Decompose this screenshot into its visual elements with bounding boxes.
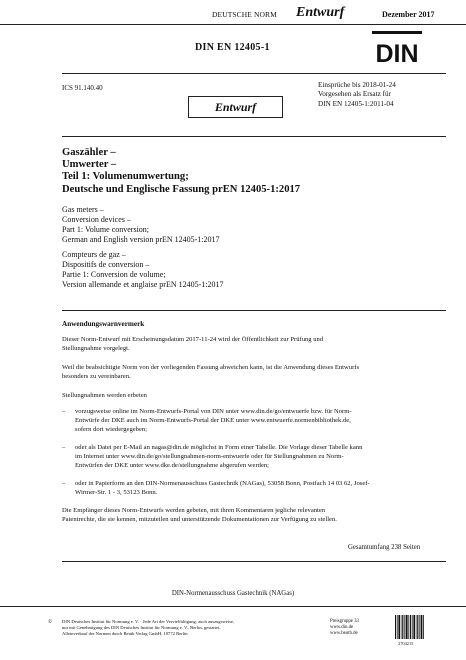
- title-fr-line: Compteurs de gaz –: [62, 250, 126, 259]
- committee-name: DIN-Normenausschuss Gastechnik (NAGas): [171, 590, 295, 597]
- footer-line: DIN Deutsches Institut für Normung e. V. · Jede Art der Vervielfältigung, auch auszugsweise,: [62, 619, 235, 624]
- title-fr-line: Partie 1: Conversion de volume;: [62, 270, 166, 279]
- list-item: [62, 444, 444, 471]
- footer-line: Alleinverkauf der Normen durch Beuth Verlag GmbH, 10772 Berlin: [62, 631, 188, 637]
- list-item: [62, 480, 444, 498]
- list-line: oder in Papierform an den DIN-Normenausschuss Gastechnik (NAGas), 53058 Bonn, Postfach 14 03 62, Josef-: [75, 480, 370, 487]
- notice-paragraph-3: Stellungnahmen werden erbeten: [62, 392, 147, 399]
- paragraph-line: Die Empfänger dieses Norm-Entwurfs werden gebeten, mit ihren Kommentaren jegliche relevanten: [62, 507, 326, 514]
- objection-info: [318, 81, 396, 109]
- objections-until: Einsprüche bis 2018-01-24: [318, 81, 396, 89]
- din-logo: [372, 31, 422, 66]
- total-pages: Gesamtumfang 238 Seiten: [348, 544, 421, 551]
- title-en-line: Part 1: Volume conversion;: [62, 225, 150, 234]
- standard-label: DEUTSCHE NORM: [212, 10, 277, 19]
- list-line: vorzugsweise online im Norm-Entwurfs-Portal von DIN unter www.din.de/go/entwuerfe bzw. für Norm-: [75, 408, 352, 415]
- draft-label: Entwurf: [296, 5, 345, 20]
- title-en-line: Conversion devices –: [62, 215, 131, 224]
- replacement-line-2: DIN EN 12405-1:2011-04: [318, 99, 394, 108]
- docno-rule: [62, 73, 446, 74]
- header-rule: [0, 24, 466, 25]
- list-item: [62, 408, 444, 435]
- list-line: sofern dort wiedergegeben;: [75, 425, 148, 433]
- title-rule: [62, 136, 446, 137]
- beuth-website: www.beuth.de: [330, 631, 358, 637]
- paragraph-line: Dieser Norm-Entwurf mit Erscheinungsdatum 2017-11-24 wird der Öffentlichkeit zur Prüfung und: [62, 336, 324, 343]
- paragraph-line: Stellungnahme vorgelegt.: [62, 344, 130, 352]
- list-dash: –: [62, 408, 66, 415]
- footer-legal: [62, 619, 234, 637]
- title-de-line: Gaszähler –: [62, 147, 116, 158]
- price-info: [330, 619, 359, 637]
- issue-date: Dezember 2017: [382, 10, 435, 19]
- list-line: Wirmer-Str. 1 - 3, 53123 Bonn.: [75, 488, 158, 496]
- list-line: oder als Datei per E-Mail an nagas@din.de möglichst in Form einer Tabelle. Die Vorlage dieser Tabelle kann: [75, 444, 363, 451]
- title-de-line: Teil 1: Volumenumwertung;: [62, 171, 189, 183]
- notice-rule: [62, 310, 446, 311]
- document-number: DIN EN 12405-1: [195, 42, 270, 53]
- title-en-line: Gas meters –: [62, 205, 104, 214]
- title-fr-line: Dispositifs de conversion –: [62, 260, 150, 269]
- list-line: im Internet unter www.din.de/go/stellungnahmen-norm-entwuerfe oder für Stellungnahmen zu Norm-: [75, 452, 344, 460]
- din-logo-text: DIN: [375, 40, 419, 66]
- list-dash: –: [62, 480, 66, 487]
- notice-paragraph-4: [62, 507, 442, 525]
- notice-paragraph-2: [62, 364, 442, 382]
- paragraph-line: Patentrechte, die sie kennen, mitzuteilen und unterstützende Dokumentationen zur Verfügung zu stellen.: [62, 515, 337, 523]
- notice-bottom-rule: [62, 561, 446, 562]
- title-en-line: German and English version prEN 12405-1:2017: [62, 235, 220, 244]
- footer-line: nur mit Genehmigung des DIN Deutsches Institut für Normung e. V., Berlin, gestattet.: [62, 625, 221, 631]
- committee-rule: [0, 606, 466, 607]
- list-line: Entwürfen der DKE unter www.dke.de/stellungnahme abgerufen werden;: [75, 461, 270, 469]
- barcode-icon: [395, 615, 425, 639]
- title-english: [62, 205, 220, 245]
- ics-code: ICS 91.140.40: [62, 84, 103, 92]
- title-fr-line: Version allemande et anglaise prEN 12405-1:2017: [62, 280, 224, 289]
- din-website: www.din.de: [330, 625, 354, 631]
- replacement-line-1: Vorgesehen als Ersatz für: [318, 90, 391, 99]
- title-german: [62, 147, 300, 196]
- title-de-line: Umwerter –: [62, 159, 117, 171]
- barcode-number: 2704215: [398, 641, 414, 646]
- list-dash: –: [62, 444, 66, 451]
- draft-box: Entwurf: [188, 96, 283, 118]
- copyright-icon: ©: [48, 619, 53, 625]
- title-french: [62, 250, 224, 290]
- notice-heading: Anwendungswarnvermerk: [62, 320, 145, 328]
- list-line: Entwürfe der DKE auch im Norm-Entwurfs-Portal der DKE unter www.entwuerfe.normenbibliothek.de,: [75, 416, 351, 424]
- title-de-line: Deutsche und Englische Fassung prEN 12405-1:2017: [62, 183, 301, 195]
- notice-paragraph-1: [62, 336, 442, 354]
- paragraph-line: besonders zu vereinbaren.: [62, 372, 131, 380]
- paragraph-line: Weil die beabsichtigte Norm von der vorliegenden Fassung abweichen kann, ist die Anwendung dieses Entwurfs: [62, 364, 360, 371]
- price-group: Preisgruppe 33: [330, 619, 359, 624]
